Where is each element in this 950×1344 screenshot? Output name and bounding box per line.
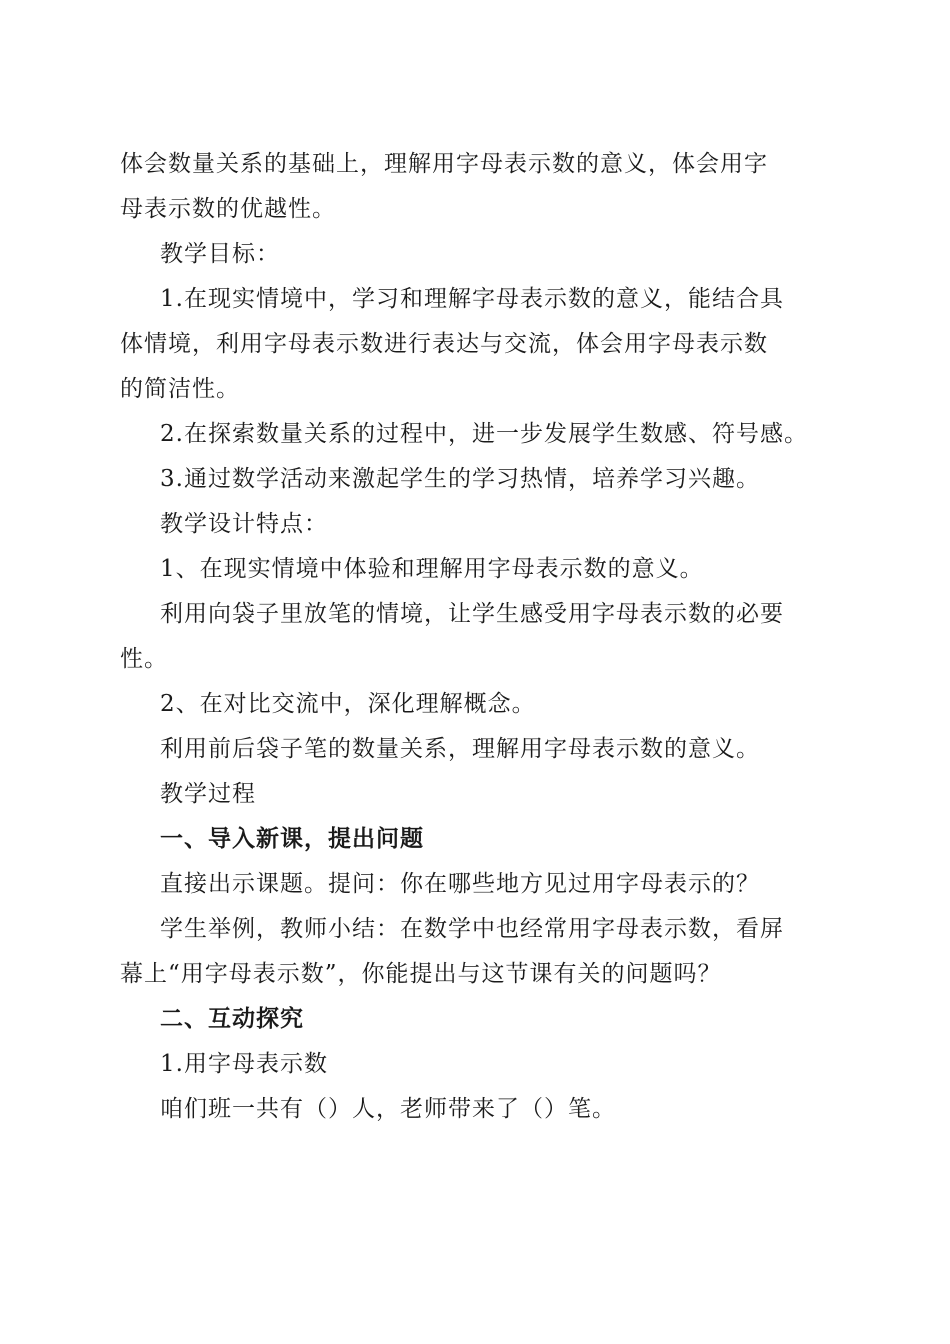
text-line: 3.通过数学活动来激起学生的学习热情，培养学习兴趣。 <box>160 466 760 492</box>
text-line: 体会数量关系的基础上，理解用字母表示数的意义，体会用字 <box>120 151 768 177</box>
section-heading-1 <box>120 817 830 862</box>
text-line: 利用向袋子里放笔的情境，让学生感受用字母表示数的必要 <box>160 601 784 627</box>
paragraph-feature-1 <box>120 547 830 592</box>
paragraph-feature-2 <box>120 682 830 727</box>
text-line: 体情境，利用字母表示数进行表达与交流，体会用字母表示数 <box>120 331 768 357</box>
section-heading-text: 一、导入新课，提出问题 <box>160 826 424 852</box>
text-line: 幕上“用字母表示数”，你能提出与这节课有关的问题吗？ <box>120 961 722 987</box>
paragraph-teaching-process-title <box>120 772 830 817</box>
paragraph-goal-2 <box>120 412 830 457</box>
paragraph-feature-2-detail <box>120 727 830 772</box>
paragraph-student-examples <box>120 907 830 997</box>
text-line: 2、在对比交流中，深化理解概念。 <box>160 691 536 717</box>
text-line: 母表示数的优越性。 <box>120 196 336 222</box>
paragraph-goal-3 <box>120 457 830 502</box>
paragraph-design-features-title <box>120 502 830 547</box>
paragraph-intro-continuation <box>120 142 830 232</box>
text-line: 直接出示课题。提问：你在哪些地方见过用字母表示的？ <box>160 871 760 897</box>
text-line: 2.在探索数量关系的过程中，进一步发展学生数感、符号感。 <box>160 421 808 447</box>
paragraph-goal-1 <box>120 277 830 412</box>
section-heading-text: 二、互动探究 <box>160 1006 304 1032</box>
text-line: 咱们班一共有（）人，老师带来了（）笔。 <box>160 1096 616 1122</box>
text-line: 的简洁性。 <box>120 376 240 402</box>
section-heading-2 <box>120 997 830 1042</box>
paragraph-class-pens <box>120 1087 830 1132</box>
paragraph-subsection-1 <box>120 1042 830 1087</box>
document-body <box>120 142 830 1132</box>
paragraph-teaching-goals-title <box>120 232 830 277</box>
paragraph-feature-1-detail <box>120 592 830 682</box>
text-line: 性。 <box>120 646 168 672</box>
text-line: 1.在现实情境中，学习和理解字母表示数的意义，能结合具 <box>160 286 784 312</box>
text-line: 利用前后袋子笔的数量关系，理解用字母表示数的意义。 <box>160 736 760 762</box>
text-line: 1、在现实情境中体验和理解用字母表示数的意义。 <box>160 556 704 582</box>
text-line: 教学设计特点： <box>160 511 328 537</box>
text-line: 教学过程 <box>160 781 256 807</box>
paragraph-intro-question <box>120 862 830 907</box>
text-line: 1.用字母表示数 <box>160 1051 328 1077</box>
text-line: 学生举例，教师小结：在数学中也经常用字母表示数，看屏 <box>160 916 784 942</box>
text-line: 教学目标： <box>160 241 280 267</box>
